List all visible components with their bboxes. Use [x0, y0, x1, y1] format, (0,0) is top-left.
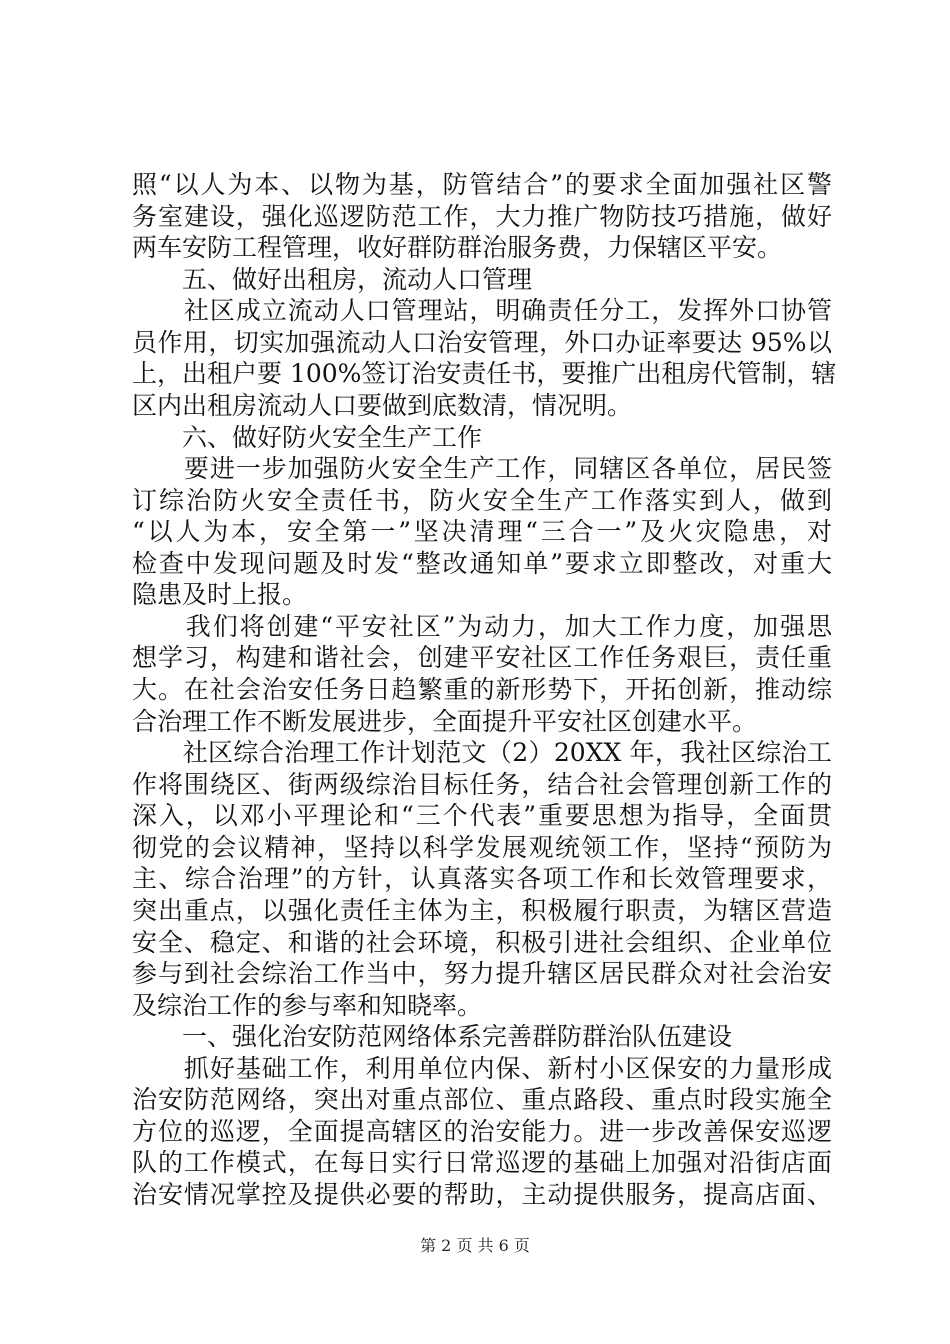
text-line: 照“以人为本、以物为基，防管结合”的要求全面加强社区警: [132, 170, 832, 199]
text-line: 队的工作模式，在每日实行日常巡逻的基础上加强对沿街店面: [132, 1148, 832, 1177]
text-line: 及综治工作的参与率和知晓率。: [132, 991, 483, 1020]
text-line: 突出重点，以强化责任主体为主，积极履行职责，为辖区营造: [132, 896, 832, 925]
text-line: 彻党的会议精神，坚持以科学发展观统领工作，坚持“预防为: [132, 833, 832, 862]
text-line: 治安情况掌控及提供必要的帮助，主动提供服务，提高店面、: [132, 1180, 832, 1209]
text-line: 我们将创建“平安社区”为动力，加大工作力度，加强思: [132, 612, 832, 641]
text-line: 深入，以邓小平理论和“三个代表”重要思想为指导，全面贯: [132, 801, 832, 830]
text-line: 隐患及时上报。: [132, 580, 308, 609]
text-line: 方位的巡逻，全面提高辖区的治安能力。进一步改善保安巡逻: [132, 1117, 832, 1146]
text-line: “以人为本，安全第一”坚决清理“三合一”及火灾隐患，对: [132, 517, 832, 546]
text-line: 治安防范网络，突出对重点部位、重点路段、重点时段实施全: [132, 1085, 832, 1114]
text-line: 想学习，构建和谐社会，创建平安社区工作任务艰巨，责任重: [132, 643, 832, 672]
text-line: 大。在社会治安任务日趋繁重的新形势下，开拓创新，推动综: [132, 675, 832, 704]
text-line: 两车安防工程管理，收好群防群治服务费，力保辖区平安。: [132, 233, 783, 262]
section-heading: 六、做好防火安全生产工作: [132, 423, 483, 452]
text-line: 社区综合治理工作计划范文（2）20XX 年，我社区综治工: [132, 738, 832, 767]
text-line: 区内出租房流动人口要做到底数清，情况明。: [132, 391, 633, 420]
text-line: 抓好基础工作，利用单位内保、新村小区保安的力量形成: [132, 1054, 832, 1083]
text-line: 上，出租户要 100%签订治安责任书，要推广出租房代管制，辖: [132, 359, 837, 388]
text-line: 社区成立流动人口管理站，明确责任分工，发挥外口协管: [132, 296, 832, 325]
text-line: 务室建设，强化巡逻防范工作，大力推广物防技巧措施，做好: [132, 202, 832, 231]
text-line: 作将围绕区、街两级综治目标任务，结合社会管理创新工作的: [132, 770, 832, 799]
page-footer: 第 2 页 共 6 页: [420, 1236, 530, 1255]
text-line: 订综治防火安全责任书，防火安全生产工作落实到人，做到: [132, 486, 832, 515]
text-line: 检查中发现问题及时发“整改通知单”要求立即整改，对重大: [132, 549, 832, 578]
section-heading: 一、强化治安防范网络体系完善群防群治队伍建设: [132, 1022, 733, 1051]
text-line: 要进一步加强防火安全生产工作，同辖区各单位，居民签: [132, 454, 832, 483]
text-line: 合治理工作不断发展进步，全面提升平安社区创建水平。: [132, 707, 758, 736]
section-heading: 五、做好出租房，流动人口管理: [132, 265, 533, 294]
text-line: 主、综合治理”的方针，认真落实各项工作和长效管理要求，: [132, 864, 832, 893]
text-line: 安全、稳定、和谐的社会环境，积极引进社会组织、企业单位: [132, 928, 832, 957]
text-line: 参与到社会综治工作当中，努力提升辖区居民群众对社会治安: [132, 959, 832, 988]
text-line: 员作用，切实加强流动人口治安管理，外口办证率要达 95%以: [132, 328, 832, 357]
